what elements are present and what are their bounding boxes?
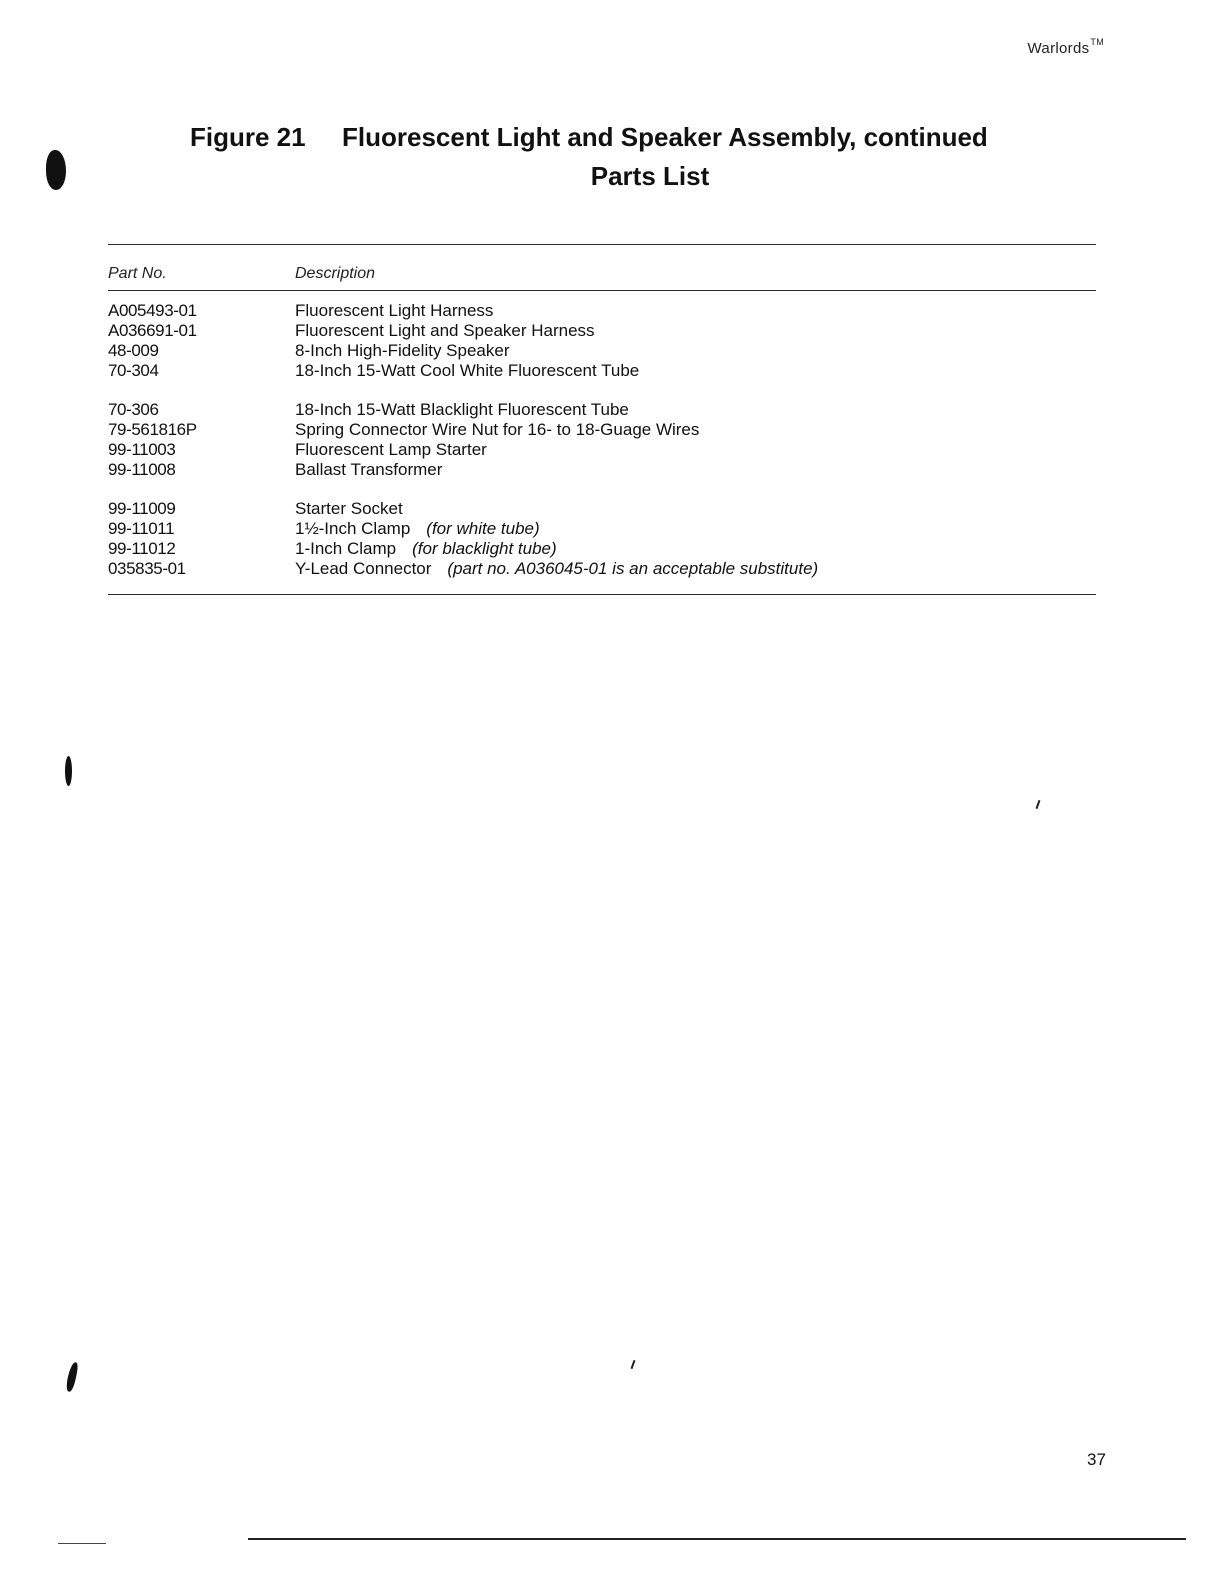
part-description	[295, 539, 1096, 559]
table-row	[108, 420, 1096, 440]
scan-speck	[631, 1360, 636, 1369]
part-number: 70-304	[108, 361, 159, 380]
part-number: 70-306	[108, 400, 159, 419]
part-number: 99-11012	[108, 539, 176, 558]
part-number: A036691-01	[108, 321, 197, 340]
part-note: (part no. A036045-01 is an acceptable substitute)	[447, 559, 819, 578]
trademark-symbol: TM	[1090, 37, 1104, 47]
table-row	[108, 400, 1096, 420]
figure-heading	[190, 122, 1020, 192]
parts-list-table	[108, 301, 1096, 579]
part-number: 035835-01	[108, 559, 186, 578]
table-row	[108, 341, 1096, 361]
table-header-rule	[108, 290, 1096, 291]
part-description: Starter Socket	[295, 499, 403, 518]
part-note: (for white tube)	[426, 519, 540, 538]
part-description-text: Y-Lead Connector	[295, 559, 432, 578]
table-row	[108, 361, 1096, 381]
table-row	[108, 460, 1096, 480]
part-note: (for blacklight tube)	[412, 539, 557, 558]
scan-speck	[1036, 800, 1041, 809]
part-description: Fluorescent Light Harness	[295, 301, 494, 320]
footer-rule-short	[58, 1543, 106, 1544]
part-description	[295, 519, 1096, 539]
table-row	[108, 301, 1096, 321]
table-bottom-rule	[108, 594, 1096, 595]
figure-number: Figure 21	[190, 122, 306, 152]
part-description: 18-Inch 15-Watt Cool White Fluorescent Tube	[295, 361, 640, 380]
part-number: 48-009	[108, 341, 159, 360]
table-row	[108, 440, 1096, 460]
figure-subtitle: Parts List	[590, 161, 710, 191]
binder-hole-mark	[65, 1361, 79, 1392]
running-header	[1027, 37, 1104, 57]
part-description: Fluorescent Lamp Starter	[295, 440, 487, 459]
part-number: 79-561816P	[108, 420, 197, 439]
part-description: 18-Inch 15-Watt Blacklight Fluorescent Tube	[295, 400, 629, 419]
part-description-text: 1½-Inch Clamp	[295, 519, 411, 538]
table-row	[108, 499, 1096, 519]
header-description: Description	[295, 265, 376, 282]
footer-rule	[248, 1538, 1186, 1540]
part-description: Ballast Transformer	[295, 460, 443, 479]
part-description-text: 1-Inch Clamp	[295, 539, 397, 558]
part-description	[295, 559, 1096, 579]
header-part-no: Part No.	[108, 265, 167, 282]
brand-name: Warlords	[1027, 40, 1090, 57]
table-row	[108, 519, 1096, 539]
part-description: 8-Inch High-Fidelity Speaker	[295, 341, 510, 360]
table-top-rule	[108, 244, 1096, 245]
part-description: Spring Connector Wire Nut for 16- to 18-Guage Wires	[295, 420, 700, 439]
binder-hole-mark	[65, 756, 72, 786]
part-number: 99-11003	[108, 440, 176, 459]
table-row	[108, 559, 1096, 579]
binder-hole-mark	[46, 150, 66, 190]
page-number: 37	[1087, 1450, 1106, 1469]
part-description: Fluorescent Light and Speaker Harness	[295, 321, 595, 340]
figure-title: Fluorescent Light and Speaker Assembly, continued	[342, 122, 988, 152]
part-number: 99-11008	[108, 460, 176, 479]
table-row	[108, 539, 1096, 559]
part-number: A005493-01	[108, 301, 197, 320]
part-number: 99-11011	[108, 519, 175, 538]
table-row	[108, 321, 1096, 341]
part-number: 99-11009	[108, 499, 176, 518]
